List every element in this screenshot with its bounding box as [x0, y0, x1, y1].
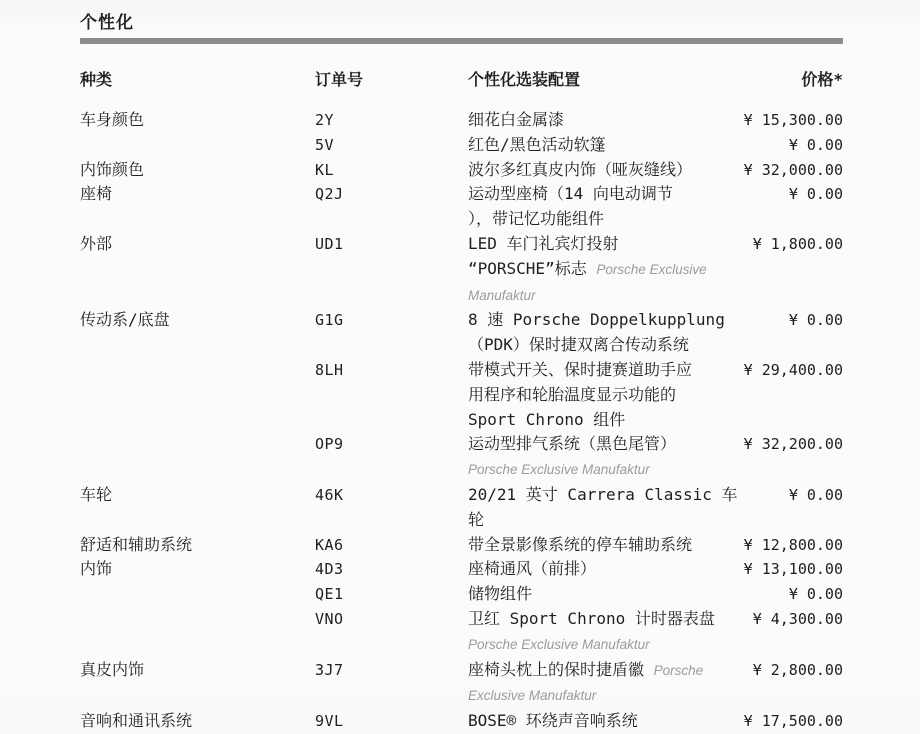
row-price: ¥ 13,100.00	[743, 560, 843, 579]
description-line	[468, 232, 740, 257]
description-text: 卫红 Sport Chrono 计时器表盘	[468, 608, 715, 628]
row-price: ¥ 29,400.00	[743, 360, 843, 379]
table-row	[80, 432, 843, 483]
brand-note-text: Porsche Exclusive Manufaktur	[468, 636, 650, 652]
description-line	[468, 333, 740, 358]
description-line	[468, 408, 740, 433]
row-category: 内饰	[80, 559, 113, 579]
row-price: ¥ 0.00	[788, 311, 843, 330]
row-category: 真皮内饰	[80, 659, 145, 679]
table-row	[80, 607, 843, 658]
row-description	[468, 432, 740, 483]
description-line	[468, 182, 740, 207]
description-text: （PDK）保时捷双离合传动系统	[468, 335, 689, 355]
description-text: 带全景影像系统的停车辅助系统	[468, 534, 693, 554]
table-row	[80, 232, 843, 308]
page-title: 个性化	[80, 13, 134, 33]
description-text: Sport Chrono 组件	[468, 409, 626, 429]
row-description	[468, 709, 740, 734]
description-line	[468, 283, 740, 309]
description-line	[468, 108, 740, 133]
description-line	[468, 457, 740, 483]
row-category: 舒适和辅助系统	[80, 534, 193, 554]
row-description	[468, 182, 740, 232]
row-category: 车身颜色	[80, 110, 145, 129]
table-row	[80, 108, 843, 133]
row-description	[468, 158, 740, 183]
row-category: 外部	[80, 233, 113, 253]
description-text: 带模式开关、保时捷赛道助手应	[468, 359, 693, 379]
table-row	[80, 483, 843, 533]
description-line	[468, 683, 740, 709]
brand-note-text: Porsche Exclusive Manufaktur	[468, 462, 650, 478]
row-order-code: 8LH	[315, 360, 344, 379]
description-line	[468, 308, 740, 333]
row-order-code: G1G	[315, 311, 344, 330]
section-divider	[80, 38, 843, 44]
row-price: ¥ 32,000.00	[743, 160, 843, 179]
description-text: 座椅头枕上的保时捷盾徽	[468, 659, 654, 679]
table-row	[80, 308, 843, 358]
table-row	[80, 182, 843, 232]
brand-note-text: Manufaktur	[468, 287, 536, 303]
table-row	[80, 133, 843, 158]
description-line	[468, 709, 740, 734]
description-line	[468, 158, 740, 183]
description-line	[468, 607, 740, 632]
options-table	[80, 108, 843, 734]
row-description	[468, 308, 740, 358]
row-description	[468, 658, 740, 710]
row-category: 内饰颜色	[80, 159, 145, 179]
row-order-code: Q2J	[315, 185, 344, 204]
row-price: ¥ 0.00	[788, 135, 843, 154]
column-header-category: 种类	[80, 70, 113, 89]
row-price: ¥ 32,200.00	[743, 435, 843, 454]
table-header-row	[80, 70, 843, 90]
row-description	[468, 582, 740, 607]
brand-note-text: Porsche	[653, 662, 704, 678]
row-price: ¥ 15,300.00	[743, 111, 843, 129]
description-text: LED 车门礼宾灯投射	[468, 233, 619, 253]
row-order-code: 5V	[315, 135, 335, 154]
row-price: ¥ 1,800.00	[752, 234, 843, 253]
brand-note-text: Porsche Exclusive	[596, 261, 707, 277]
description-text: 8 速 Porsche Doppelkupplung	[468, 310, 725, 330]
row-order-code: OP9	[315, 435, 344, 454]
row-category: 音响和通讯系统	[80, 711, 193, 731]
description-line	[468, 658, 740, 684]
row-description	[468, 607, 740, 658]
row-price: ¥ 17,500.00	[743, 712, 843, 731]
description-text: 用程序和轮胎温度显示功能的	[468, 384, 677, 404]
row-category: 座椅	[80, 184, 113, 204]
description-text: 运动型座椅（14 向电动调节	[468, 184, 673, 204]
table-row	[80, 658, 843, 710]
description-text: 储物组件	[468, 584, 533, 604]
row-order-code: 4D3	[315, 560, 344, 579]
row-order-code: QE1	[315, 585, 344, 604]
description-line	[468, 207, 740, 232]
row-price: ¥ 0.00	[788, 585, 843, 604]
row-description	[468, 108, 740, 133]
row-price: ¥ 0.00	[788, 185, 843, 204]
table-row	[80, 557, 843, 582]
row-category: 传动系/底盘	[80, 310, 170, 330]
row-description	[468, 533, 740, 558]
row-description	[468, 358, 740, 432]
description-text: “PORSCHE”标志	[468, 258, 597, 278]
description-line	[468, 133, 740, 158]
row-description	[468, 133, 740, 158]
row-price: ¥ 4,300.00	[752, 609, 843, 628]
table-row	[80, 158, 843, 183]
description-line	[468, 508, 740, 533]
row-order-code: VNO	[315, 609, 344, 628]
row-description	[468, 557, 740, 582]
row-description	[468, 232, 740, 308]
description-text: 波尔多红真皮内饰（哑灰缝线）	[468, 159, 693, 179]
row-order-code: 3J7	[315, 660, 344, 679]
description-text: ），带记忆功能组件	[468, 209, 605, 229]
description-text: 轮	[468, 509, 485, 529]
description-line	[468, 632, 740, 658]
description-text: 细花白金属漆	[468, 110, 565, 129]
description-line	[468, 383, 740, 408]
row-description	[468, 483, 740, 533]
brand-note-text: Exclusive Manufaktur	[468, 688, 597, 704]
table-row	[80, 582, 843, 607]
description-text: 运动型排气系统（黑色尾管）	[468, 434, 677, 454]
description-text: 红色/黑色活动软篷	[468, 134, 606, 154]
description-line	[468, 483, 740, 508]
table-row	[80, 358, 843, 432]
description-text: 20/21 英寸 Carrera Classic 车	[468, 484, 738, 504]
row-order-code: 2Y	[315, 111, 335, 129]
row-category: 车轮	[80, 484, 113, 504]
description-line	[468, 582, 740, 607]
row-order-code: 9VL	[315, 712, 344, 731]
description-line	[468, 557, 740, 582]
column-header-order-no: 订单号	[315, 70, 364, 89]
column-header-config: 个性化选装配置	[468, 70, 581, 89]
table-row	[80, 533, 843, 558]
row-order-code: UD1	[315, 234, 344, 253]
description-line	[468, 358, 740, 383]
row-order-code: KA6	[315, 535, 344, 554]
column-header-price: 价格*	[801, 70, 843, 89]
description-line	[468, 533, 740, 558]
row-price: ¥ 12,800.00	[743, 535, 843, 554]
description-text: BOSE® 环绕声音响系统	[468, 711, 638, 731]
table-row	[80, 709, 843, 734]
row-order-code: 46K	[315, 485, 344, 504]
description-text: 座椅通风（前排）	[468, 559, 597, 579]
description-line	[468, 257, 740, 283]
row-price: ¥ 0.00	[788, 485, 843, 504]
row-order-code: KL	[315, 160, 335, 179]
row-price: ¥ 2,800.00	[752, 660, 843, 679]
description-line	[468, 432, 740, 457]
